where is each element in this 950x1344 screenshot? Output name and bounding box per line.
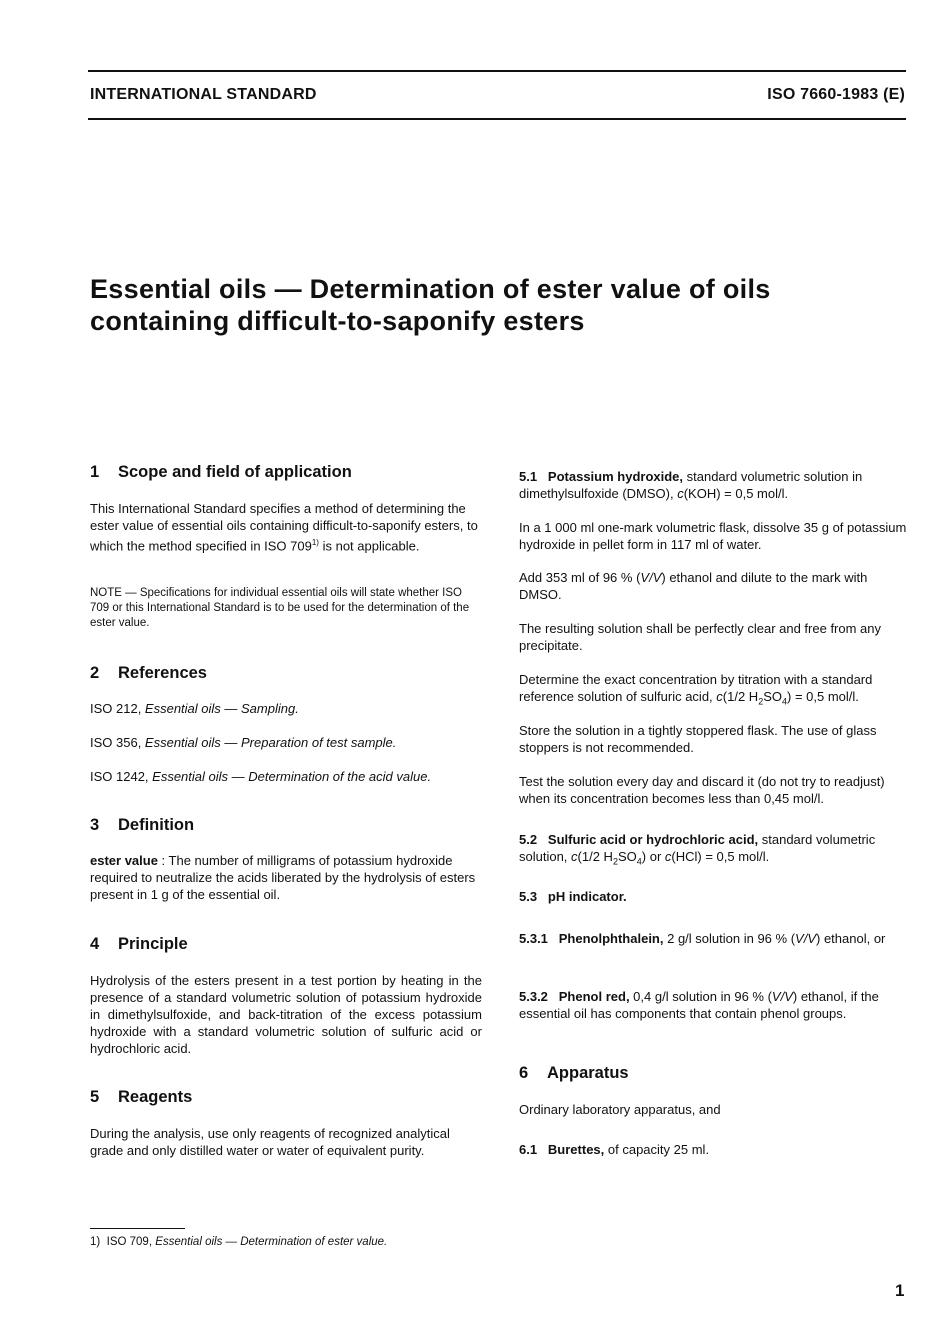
clause-5-3-1: 5.3.1 Phenolphthalein, 2 g/l solution in 96 % (V/V) ethanol, or bbox=[519, 931, 886, 946]
section-1-paragraph: This International Standard specifies a method of determining the ester value of essential oils containing difficult-to-saponify esters, to which the method specified in ISO 709$^{1)}$ is not applicable. bbox=[90, 501, 478, 554]
section-1-note: NOTE — Specifications for individual essential oils will state whether ISO 709 or this International Standard is to be used for the determination of the ester value. bbox=[90, 587, 470, 629]
section-3-heading: 3 Definition bbox=[90, 816, 195, 834]
clause-5-1-paragraph: Test the solution every day and discard it (do not try to readjust) when its concentration becomes less than 0,45 mol/l. bbox=[519, 774, 885, 806]
clause-5-1-paragraph: Determine the exact concentration by titration with a standard reference solution of sulfuric acid, c(1/2 $H_2SO_4) = 0,5$ mol/l. bbox=[519, 672, 873, 707]
clause-5-2: 5.2 Sulfuric acid or hydrochloric acid, standard volumetric solution, c(1/2 $H_2SO_4$) or c(HCl) = 0,5 mol/l. bbox=[519, 832, 876, 867]
clause-5-3-2: 5.3.2 Phenol red, 0,4 g/l solution in 96 % (V/V) ethanol, if the essential oil has components that contain phenol groups. bbox=[519, 989, 879, 1021]
footnote: 1) ISO 709, Essential oils — Determination of ester value. bbox=[90, 1236, 388, 1248]
header-left-label: INTERNATIONAL STANDARD bbox=[90, 86, 317, 103]
reagents-paragraph: During the analysis, use only reagents of recognized analytical grade and only distilled water or water of equivalent purity. bbox=[90, 1126, 450, 1158]
clause-6-1: 6.1 Burettes, of capacity 25 ml. bbox=[519, 1142, 710, 1157]
definition-term: ester value bbox=[90, 853, 158, 868]
footnote-rule bbox=[90, 1228, 185, 1229]
reference-item: ISO 356, Essential oils — Preparation of test sample. bbox=[90, 735, 397, 750]
section-2-heading: 2 References bbox=[90, 664, 207, 682]
clause-5-1-paragraph: Add 353 ml of 96 % (V/V) ethanol and dilute to the mark with DMSO. bbox=[519, 570, 868, 602]
apparatus-paragraph: Ordinary laboratory apparatus, and bbox=[519, 1102, 721, 1117]
header-bottom-rule bbox=[88, 118, 906, 120]
reference-item: ISO 212, Essential oils — Sampling. bbox=[90, 701, 299, 716]
section-1-heading: 1 Scope and field of application bbox=[90, 463, 352, 481]
clause-5-1-paragraph: In a 1 000 ml one-mark volumetric flask, dissolve 35 g of potassium hydroxide in pellet form in 117 ml of water. bbox=[519, 520, 907, 552]
document-title: Essential oils — Determination of ester value of oils containing difficult-to-saponify esters bbox=[90, 274, 771, 336]
section-4-heading: 4 Principle bbox=[90, 935, 188, 953]
definition-paragraph: ester value : The number of milligrams of potassium hydroxide required to neutralize the acids liberated by the hydrolysis of esters present in 1 g of the essential oil. bbox=[90, 853, 476, 902]
section-6-heading: 6 Apparatus bbox=[519, 1064, 629, 1082]
clause-5-1-paragraph: The resulting solution shall be perfectly clear and free from any precipitate. bbox=[519, 621, 882, 653]
clause-5-1-paragraph: Store the solution in a tightly stoppered flask. The use of glass stoppers is not recommended. bbox=[519, 723, 877, 755]
header-standard-number: ISO 7660-1983 (E) bbox=[767, 86, 905, 103]
principle-paragraph: Hydrolysis of the esters present in a test portion by heating in the presence of a standard volumetric solution of potassium hydroxide in dimethylsulfoxide, and back-titration of the excess potassium hydroxide with a standard volumetric solution of sulfuric acid or hydrochloric acid. bbox=[90, 973, 482, 1056]
clause-5-3: 5.3 pH indicator. bbox=[519, 889, 627, 904]
page-number: 1 bbox=[895, 1281, 905, 1300]
header-top-rule bbox=[88, 70, 906, 72]
section-5-heading: 5 Reagents bbox=[90, 1088, 193, 1106]
reference-item: ISO 1242, Essential oils — Determination of the acid value. bbox=[90, 769, 432, 784]
clause-5-1: 5.1 Potassium hydroxide, standard volumetric solution in dimethylsulfoxide (DMSO), c(KOH) = 0,5 mol/l. bbox=[519, 469, 863, 501]
